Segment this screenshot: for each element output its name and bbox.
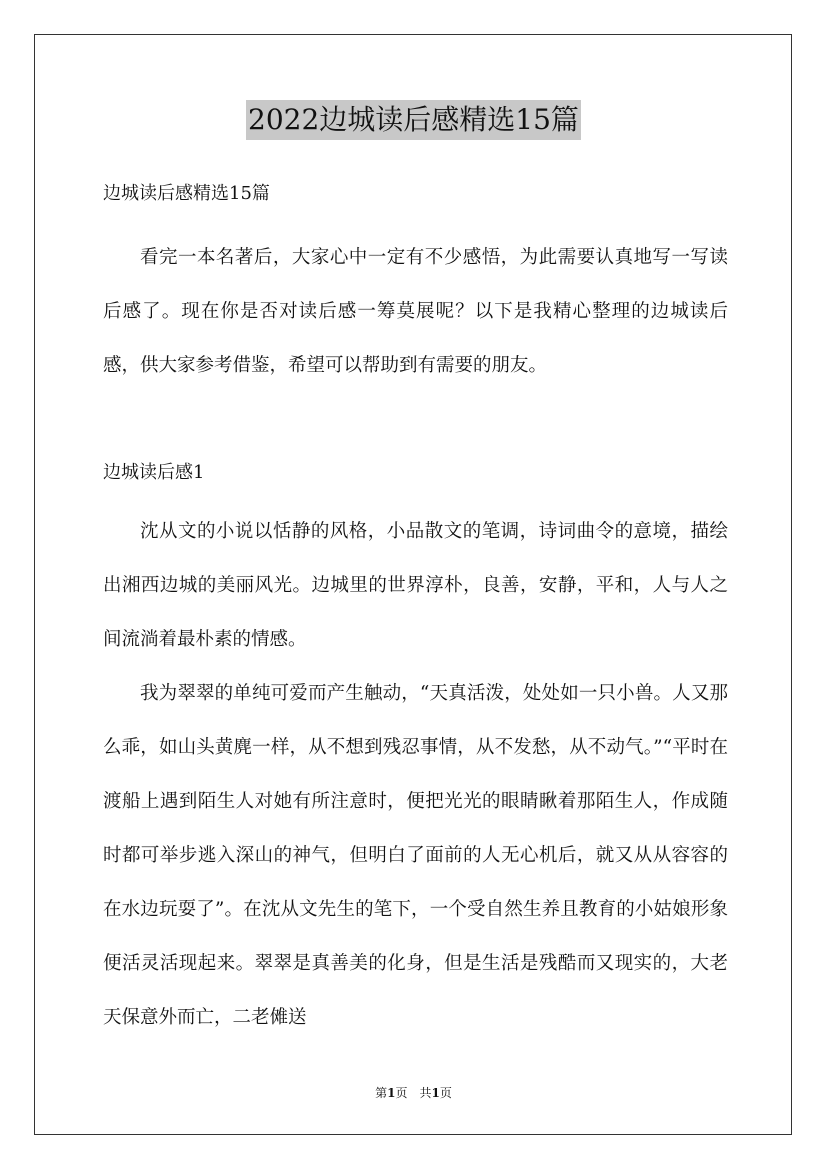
- title-container: [0, 100, 827, 140]
- page-label-suffix: 页: [439, 1086, 452, 1100]
- page-label-mid: 页 共: [395, 1086, 432, 1100]
- page-total: 1: [431, 1086, 440, 1100]
- body-paragraph: 沈从文的小说以恬静的风格，小品散文的笔调，诗词曲令的意境，描绘出湘西边城的美丽风光。边城里的世界淳朴，良善，安静，平和，人与人之间流淌着最朴素的情感。: [103, 521, 728, 650]
- page-current: 1: [387, 1086, 396, 1100]
- section-body: [103, 505, 728, 1045]
- section-heading: 边城读后感1: [103, 462, 205, 483]
- page-footer: [0, 1085, 827, 1101]
- document-subtitle: 边城读后感精选15篇: [103, 183, 270, 204]
- page-label-prefix: 第: [375, 1086, 388, 1100]
- document-title: 2022边城读后感精选15篇: [246, 100, 581, 140]
- body-paragraph: 我为翠翠的单纯可爱而产生触动，“天真活泼，处处如一只小兽。人又那么乖，如山头黄麂一样，从不想到残忍事情，从不发愁，从不动气。”“平时在渡船上遇到陌生人对她有所注意时，便把光光的眼睛瞅着那陌生人，作成随时都可举步逃入深山的神气，但明白了面前的人无心机后，就又从从容容的在水边玩耍了”。在沈从文先生的笔下，一个受自然生养且教育的小姑娘形象便活灵活现起来。翠翠是真善美的化身，但是生活是残酷而又现实的，大老天保意外而亡，二老傩送: [103, 683, 728, 1028]
- intro-paragraph: 看完一本名著后，大家心中一定有不少感悟，为此需要认真地写一写读后感了。现在你是否对读后感一筹莫展呢？以下是我精心整理的边城读后感，供大家参考借鉴，希望可以帮助到有需要的朋友。: [103, 247, 728, 376]
- document-body: [103, 178, 728, 1045]
